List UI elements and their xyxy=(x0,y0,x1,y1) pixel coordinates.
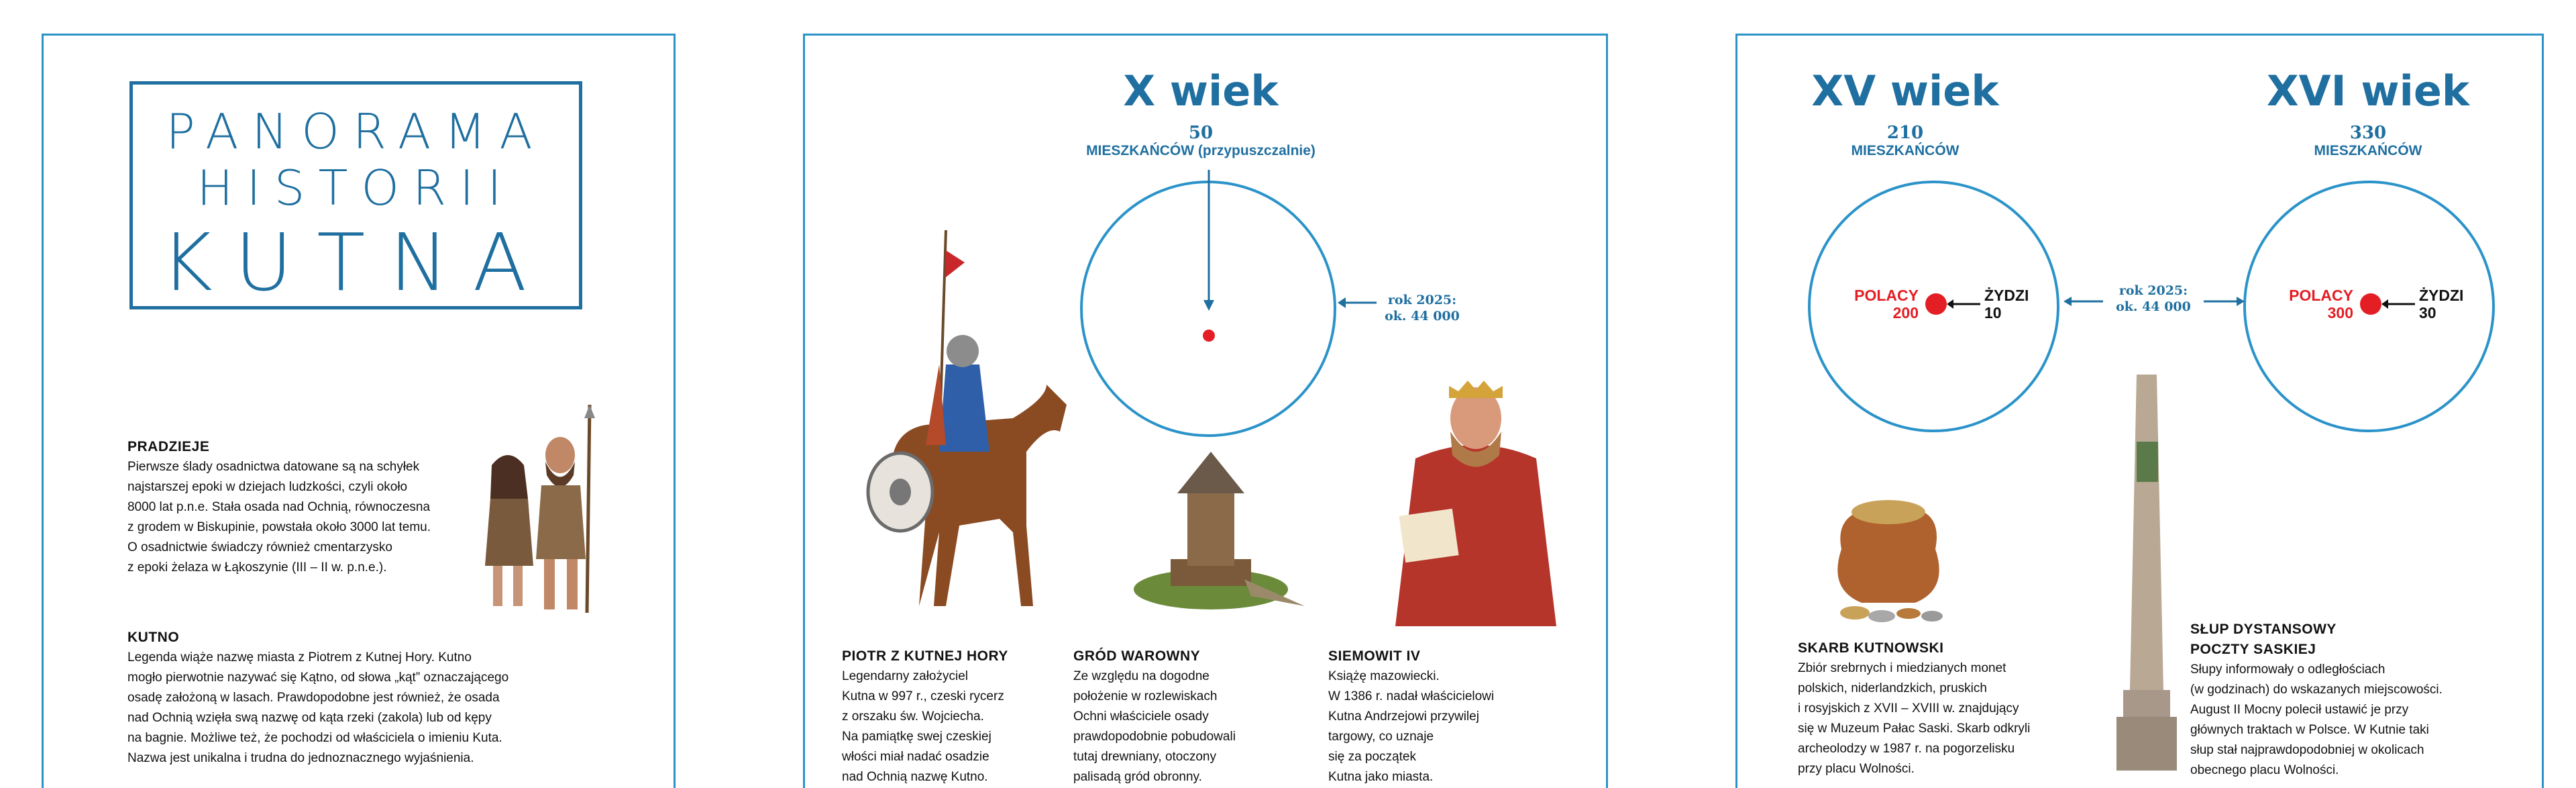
slup-line: słup stał najprawdopodobniej w okolicach xyxy=(2190,743,2424,757)
knight-illustration xyxy=(845,230,1073,626)
grod-line: Ze względu na dogodne xyxy=(1073,669,1210,683)
siemowit-line: Kutna jako miasta. xyxy=(1328,770,1434,784)
population-label: MIESZKAŃCÓW xyxy=(1851,143,1960,158)
grod-line: położenie w rozlewiskach xyxy=(1073,689,1218,703)
slup-heading-1: SŁUP DYSTANSOWY xyxy=(2190,622,2337,637)
piotr-line: Na pamiątkę swej czeskiej xyxy=(842,730,991,744)
population-number: 330 xyxy=(2349,123,2387,143)
piotr-line: z orszaku św. Wojciecha. xyxy=(842,709,984,724)
skarb-line: i rosyjskich z XVII – XVIII w. znajdujący xyxy=(1798,701,2019,716)
population-label: MIESZKAŃCÓW xyxy=(2314,143,2422,158)
pradzieje-line: 8000 lat p.n.e. Stała osada nad Ochnią, równoczesna xyxy=(127,500,431,514)
title-line-3: KUTNA xyxy=(160,216,551,309)
slup-heading-2: POCZTY SASKIEJ xyxy=(2190,642,2316,657)
pradzieje-line: z grodem w Biskupinie, powstała około 3000 lat temu. xyxy=(127,520,431,534)
kutno-line: Legenda wiąże nazwę miasta z Piotrem z Kutnej Hory. Kutno xyxy=(127,650,472,664)
piotr-line: Legendarny założyciel xyxy=(842,669,969,683)
rok-line-2: ok. 44 000 xyxy=(1385,309,1460,324)
kutno-line: nad Ochnią wzięła swą nazwę od kąta rzeki (zakola) lub od kępy xyxy=(127,711,492,725)
kutno-section xyxy=(127,628,637,769)
population-number: 210 xyxy=(1886,123,1924,143)
zydzi-text: ŻYDZI xyxy=(1984,287,2029,304)
piotr-line: nad Ochnią nazwę Kutno. xyxy=(842,770,988,784)
slup-line: Słupy informowały o odległościach xyxy=(2190,662,2385,677)
century-xv-title: XV wiek xyxy=(1811,66,1999,115)
siemowit-illustration xyxy=(1375,371,1576,626)
zydzi-value: 10 xyxy=(1984,304,2002,322)
siemowit-section xyxy=(1328,646,1556,787)
pradzieje-line: z epoki żelaza w Łąkoszynie (III – II w. p.n.e.). xyxy=(127,560,387,575)
population-dot xyxy=(1203,330,1215,342)
piotr-section xyxy=(842,646,1043,787)
polacy-value: 200 xyxy=(1892,304,1919,322)
title-line-2: HISTORII xyxy=(197,160,515,216)
kutno-line: na bagnie. Możliwe też, że pochodzi od właściciela o imieniu Kuta. xyxy=(127,731,502,745)
pradzieje-line: O osadnictwie świadczy również cmentarzysko xyxy=(127,540,392,554)
polacy-value: 300 xyxy=(2327,304,2353,322)
rok-line-1: rok 2025: xyxy=(1387,293,1457,307)
century-xvi-title: XVI wiek xyxy=(2266,66,2470,115)
polacy-text: POLACY xyxy=(1854,287,1919,304)
rok-2025-note xyxy=(1379,292,1466,324)
grod-line: tutaj drewniany, otoczony xyxy=(1073,750,1216,764)
panel-prehistory xyxy=(42,34,676,788)
kutno-line: Nazwa jest unikalna i trudna do jednoznacznego wyjaśnienia. xyxy=(127,751,474,765)
skarb-line: się w Muzeum Pałac Saski. Skarb odkryli xyxy=(1798,722,2031,736)
panel-x-century xyxy=(803,34,1608,788)
skarb-section xyxy=(1798,638,2093,779)
slup-line: August II Mocny polecił ustawić je przy xyxy=(2190,703,2409,717)
slup-line: głównych traktach w Polsce. W Kutnie taki xyxy=(2190,723,2429,737)
title-line-1: PANORAMA xyxy=(166,103,546,160)
pradzieje-heading: PRADZIEJE xyxy=(127,439,210,454)
skarb-line: polskich, niderlandzkich, pruskich xyxy=(1798,681,1987,695)
rok-line-1: rok 2025: xyxy=(2118,283,2188,298)
rok-line-2: ok. 44 000 xyxy=(2116,299,2191,314)
rok-2025-note xyxy=(2103,283,2204,315)
skarb-line: Zbiór srebrnych i miedzianych monet xyxy=(1798,661,2006,675)
treasure-bag-illustration xyxy=(1815,489,1962,630)
grod-line: Ochni właściciele osady xyxy=(1073,709,1209,724)
piotr-heading: PIOTR Z KUTNEJ HORY xyxy=(842,648,1008,664)
polacy-text: POLACY xyxy=(2289,287,2353,304)
piotr-line: Kutna w 997 r., czeski rycerz xyxy=(842,689,1004,703)
zydzi-text: ŻYDZI xyxy=(2419,287,2464,304)
title-box xyxy=(129,81,582,309)
kutno-line: osadę założoną w lasach. Prawdopodobne jest również, że osada xyxy=(127,691,500,705)
slup-line: obecnego placu Wolności. xyxy=(2190,763,2339,777)
skarb-heading: SKARB KUTNOWSKI xyxy=(1798,640,1944,656)
grod-heading: GRÓD WAROWNY xyxy=(1073,648,1201,664)
grod-line: prawdopodobnie pobudowali xyxy=(1073,730,1236,744)
kutno-line: mogło pierwotnie nazywać się Kątno, od słowa „kąt” oznaczającego xyxy=(127,671,509,685)
slup-section xyxy=(2190,620,2526,781)
zydzi-value: 30 xyxy=(2419,304,2436,322)
slup-line: (w godzinach) do wskazanych miejscowości. xyxy=(2190,683,2443,697)
siemowit-line: Kutna Andrzejowi przywilej xyxy=(1328,709,1479,724)
siemowit-line: W 1386 r. nadał właścicielowi xyxy=(1328,689,1495,703)
pradzieje-line: najstarszej epoki w dziejach ludzkości, czyli około xyxy=(127,480,408,494)
obelisk-illustration xyxy=(2096,375,2197,777)
skarb-line: przy placu Wolności. xyxy=(1798,762,1915,776)
grod-section xyxy=(1073,646,1275,787)
grod-line: palisadą gród obronny. xyxy=(1073,770,1202,784)
panel-xv-xvi-century xyxy=(1735,34,2544,788)
piotr-line: włości miał nadać osadzie xyxy=(842,750,989,764)
siemowit-line: targowy, co uznaje xyxy=(1328,730,1434,744)
siemowit-line: Książę mazowiecki. xyxy=(1328,669,1440,683)
population-number: 50 xyxy=(1188,123,1214,143)
siemowit-line: się za początek xyxy=(1328,750,1416,764)
pradzieje-section xyxy=(127,437,503,578)
population-label: MIESZKAŃCÓW (przypuszczalnie) xyxy=(1086,143,1316,158)
century-x-title: X wiek xyxy=(1123,66,1279,115)
pradzieje-line: Pierwsze ślady osadnictwa datowane są na schyłek xyxy=(127,460,420,474)
kutno-heading: KUTNO xyxy=(127,630,180,645)
gord-tower-illustration xyxy=(1130,445,1311,613)
skarb-line: archeolodzy w 1987 r. na pogorzelisku xyxy=(1798,742,2015,756)
siemowit-heading: SIEMOWIT IV xyxy=(1328,648,1421,664)
